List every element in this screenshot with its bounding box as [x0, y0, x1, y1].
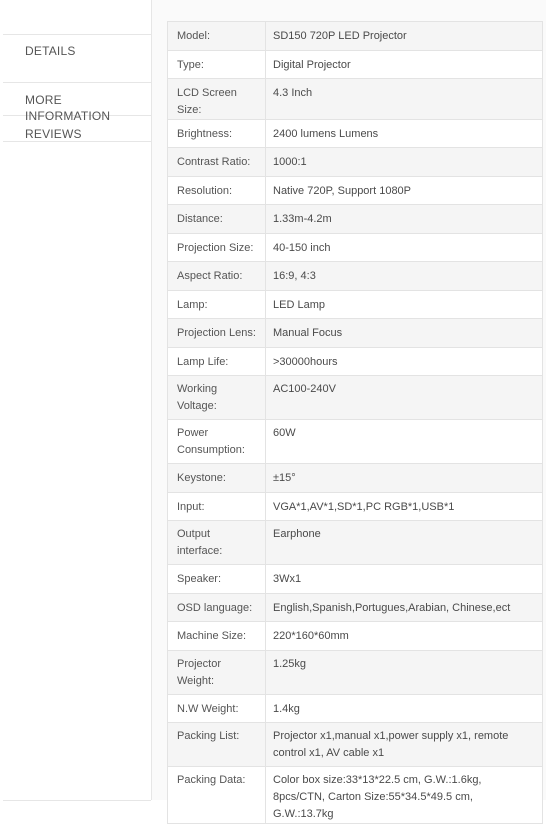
spec-value: ±15° — [266, 464, 543, 493]
tab-reviews[interactable]: REVIEWS — [3, 116, 151, 142]
tab-details[interactable]: DETAILS — [3, 35, 151, 83]
spec-row-osd-language — [168, 594, 543, 622]
spec-key: Type: — [168, 51, 266, 79]
spec-row-packing-list — [168, 723, 543, 767]
spec-row-projection-size — [168, 234, 543, 262]
spec-key: Output interface: — [168, 521, 266, 565]
spec-row-packing-data — [168, 767, 543, 824]
spec-value: Manual Focus — [266, 319, 543, 348]
spec-key: Distance: — [168, 205, 266, 234]
spec-key: Contrast Ratio: — [168, 148, 266, 177]
spec-row-input — [168, 493, 543, 521]
spec-key: Lamp Life: — [168, 348, 266, 376]
spec-key: Packing List: — [168, 723, 266, 767]
spec-row-resolution — [168, 177, 543, 205]
spec-key: Power Consumption: — [168, 420, 266, 464]
spec-row-projector-weight — [168, 651, 543, 695]
spec-key: LCD Screen Size: — [168, 79, 266, 120]
spec-row-speaker — [168, 565, 543, 594]
spec-value: AC100-240V — [266, 376, 543, 420]
tab-details — [3, 0, 151, 35]
spec-value: 3Wx1 — [266, 565, 543, 594]
spec-row-output-interface — [168, 521, 543, 565]
spec-value: 1.25kg — [266, 651, 543, 695]
spec-value: 1.4kg — [266, 695, 543, 723]
sidebar-empty-area — [3, 142, 151, 801]
spec-value: 1.33m-4.2m — [266, 205, 543, 234]
spec-key: Brightness: — [168, 120, 266, 148]
spec-value: 60W — [266, 420, 543, 464]
spec-value: 40-150 inch — [266, 234, 543, 262]
spec-key: N.W Weight: — [168, 695, 266, 723]
spec-value: Native 720P, Support 1080P — [266, 177, 543, 205]
spec-value: VGA*1,AV*1,SD*1,PC RGB*1,USB*1 — [266, 493, 543, 521]
spec-key: Speaker: — [168, 565, 266, 594]
spec-row-lamp — [168, 291, 543, 319]
spec-key: Input: — [168, 493, 266, 521]
spec-row-working-voltage — [168, 376, 543, 420]
spec-row-lcd-screen-size — [168, 79, 543, 120]
more-information-panel — [152, 0, 546, 820]
spec-row-aspect-ratio — [168, 262, 543, 291]
spec-value: 2400 lumens Lumens — [266, 120, 543, 148]
spec-key: Aspect Ratio: — [168, 262, 266, 291]
spec-row-lamp-life — [168, 348, 543, 376]
spec-key: OSD language: — [168, 594, 266, 622]
spec-row-machine-size — [168, 622, 543, 651]
spec-row-distance — [168, 205, 543, 234]
spec-row-power-consumption — [168, 420, 543, 464]
product-tabs — [3, 0, 152, 800]
spec-value: 1000:1 — [266, 148, 543, 177]
spec-value: English,Spanish,Portugues,Arabian, Chinese,ect — [266, 594, 543, 622]
spec-row-nw-weight — [168, 695, 543, 723]
spec-value: >30000hours — [266, 348, 543, 376]
spec-key: Projector Weight: — [168, 651, 266, 695]
spec-key: Projection Lens: — [168, 319, 266, 348]
spec-key: Packing Data: — [168, 767, 266, 824]
specifications-table-body — [168, 22, 543, 824]
spec-row-projection-lens — [168, 319, 543, 348]
spec-row-brightness — [168, 120, 543, 148]
spec-row-model — [168, 22, 543, 51]
spec-value: Earphone — [266, 521, 543, 565]
spec-value: Color box size:33*13*22.5 cm, G.W.:1.6kg, 8pcs/CTN, Carton Size:55*34.5*49.5 cm, G.W.:13.7kg — [266, 767, 543, 824]
spec-value: Projector x1,manual x1,power supply x1, remote control x1, AV cable x1 — [266, 723, 543, 767]
spec-key: Working Voltage: — [168, 376, 266, 420]
spec-value: SD150 720P LED Projector — [266, 22, 543, 51]
spec-value: 4.3 Inch — [266, 79, 543, 120]
specifications-table — [167, 21, 543, 824]
spec-key: Lamp: — [168, 291, 266, 319]
spec-value: 16:9, 4:3 — [266, 262, 543, 291]
spec-value: Digital Projector — [266, 51, 543, 79]
spec-key: Model: — [168, 22, 266, 51]
spec-key: Keystone: — [168, 464, 266, 493]
spec-key: Resolution: — [168, 177, 266, 205]
tab-more-information[interactable]: MORE INFORMATION — [3, 83, 151, 116]
spec-row-contrast-ratio — [168, 148, 543, 177]
spec-row-type — [168, 51, 543, 79]
spec-value: LED Lamp — [266, 291, 543, 319]
spec-key: Machine Size: — [168, 622, 266, 651]
spec-row-keystone — [168, 464, 543, 493]
spec-key: Projection Size: — [168, 234, 266, 262]
spec-value: 220*160*60mm — [266, 622, 543, 651]
